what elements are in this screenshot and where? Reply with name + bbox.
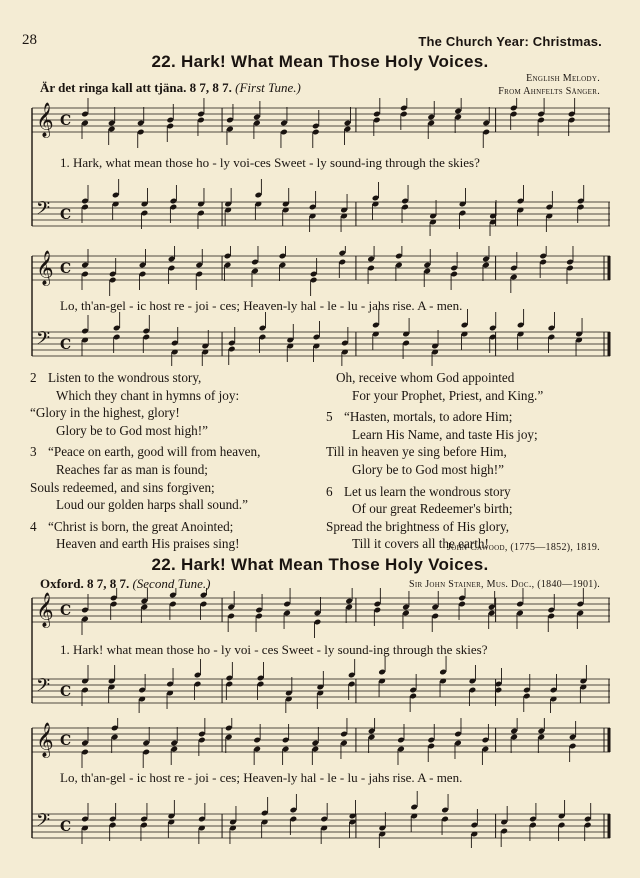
- tune-source-first: [498, 72, 600, 98]
- tune-note: (First Tune.): [235, 80, 301, 95]
- verse-text: Till it covers all the earth!: [352, 536, 489, 552]
- verse-number: 3: [30, 444, 37, 460]
- verse-2-line-1: [26, 369, 326, 387]
- author-credit: John Cawood, (1775—1852), 1819.: [447, 542, 600, 553]
- hymn-title-second-tune: 22. Hark! What Mean Those Holy Voices.: [151, 555, 489, 574]
- verse-text: Listen to the wondrous story,: [48, 370, 202, 385]
- tune-name: Oxford.: [40, 576, 84, 591]
- verse-4-line-2: [26, 535, 326, 553]
- verse-6-line-1: [322, 483, 622, 501]
- verse-number: 4: [30, 518, 37, 534]
- lyric-line-4: Lo, th'an-gel - ic host re - joi - ces; Heaven-ly hal - le - lu - jahs rise. A - men.: [60, 770, 463, 785]
- meter: 8 7, 8 7.: [86, 576, 130, 591]
- verse-2-line-2: [26, 387, 326, 405]
- svg-text:𝄢: 𝄢: [36, 810, 51, 836]
- verse-text: “Peace on earth, good will from heaven,: [48, 444, 261, 460]
- verse-number: 6: [326, 483, 333, 499]
- verse-5-line-2: [322, 426, 622, 444]
- verse-text: Loud our golden harps shall sound.”: [56, 497, 248, 513]
- svg-text:𝄞: 𝄞: [36, 722, 54, 758]
- verse-3-line-4: [26, 496, 326, 514]
- tune-info-first: [40, 80, 301, 96]
- verse-2-line-4: [26, 422, 326, 440]
- tune-note: (Second Tune.): [132, 576, 211, 591]
- verse-text: Of our great Redeemer's birth;: [352, 501, 513, 517]
- lyric-line-3: 1. Hark! what mean those ho - ly voi - ces Sweet - ly sound-ing through the skies?: [60, 642, 488, 657]
- verse-text: “Hasten, mortals, to adore Him;: [344, 409, 513, 425]
- verse-text: Let us learn the wondrous story: [344, 483, 511, 499]
- verse-text: Till in heaven ye sing before Him,: [326, 444, 507, 460]
- verse-6-line-2: [322, 500, 622, 518]
- running-title: The Church Year: Christmas.: [418, 34, 602, 49]
- svg-text:𝄞: 𝄞: [36, 592, 54, 628]
- verse-3-line-1: [26, 443, 326, 461]
- svg-text:C: C: [60, 206, 72, 223]
- hymn-title-first-tune: 22. Hark! What Mean Those Holy Voices.: [151, 52, 489, 71]
- verse-text: Learn His Name, and taste His joy;: [352, 426, 538, 442]
- verse-2-line-3: [26, 404, 326, 422]
- verses-left-column: [26, 369, 326, 557]
- svg-text:𝄞: 𝄞: [36, 102, 54, 138]
- svg-text:𝄢: 𝄢: [36, 198, 51, 224]
- svg-text:C: C: [60, 602, 72, 619]
- composer-credit: Sir John Stainer, Mus. Doc., (1840—1901).: [408, 579, 600, 590]
- svg-text:C: C: [60, 683, 72, 700]
- verse-4-cont-line-1: [322, 369, 622, 387]
- svg-text:C: C: [60, 112, 72, 129]
- verse-3-line-3: [26, 479, 326, 497]
- verse-text: Heaven and earth His praises sing!: [56, 536, 240, 552]
- verses-right-column: [322, 369, 622, 557]
- verse-5-line-3: [322, 443, 622, 461]
- verse-6-line-3: [322, 518, 622, 536]
- source-line-1: English Melody.: [526, 73, 600, 84]
- verse-3-line-2: [26, 461, 326, 479]
- svg-text:𝄢: 𝄢: [36, 328, 51, 354]
- svg-text:𝄢: 𝄢: [36, 675, 51, 701]
- source-line-2: From Ahnfelts Sånger.: [498, 86, 600, 97]
- verse-text: For your Prophet, Priest, and King.”: [352, 387, 544, 403]
- lyric-line-2: Lo, th'an-gel - ic host re - joi - ces; Heaven-ly hal - le - lu - jahs rise. A - men.: [60, 298, 463, 313]
- verse-4-cont-line-2: [322, 387, 622, 405]
- verse-text: “Christ is born, the great Anointed;: [48, 518, 234, 534]
- svg-text:C: C: [60, 732, 72, 749]
- svg-text:C: C: [60, 336, 72, 353]
- meter: 8 7, 8 7.: [189, 80, 232, 95]
- svg-text:C: C: [60, 260, 72, 277]
- verse-text: Reaches far as man is found;: [56, 461, 208, 477]
- verse-text: Glory be to God most high!”: [352, 461, 505, 477]
- verse-text: Glory be to God most high!”: [56, 422, 209, 438]
- tune-name: Är det ringa kall att tjäna.: [40, 80, 187, 95]
- page-number: 28: [22, 32, 37, 48]
- svg-text:C: C: [60, 818, 72, 835]
- verse-text: Souls redeemed, and sins forgiven;: [30, 479, 215, 495]
- verse-5-line-1: [322, 408, 622, 426]
- verse-text: “Glory in the highest, glory!: [30, 405, 180, 421]
- svg-text:𝄞: 𝄞: [36, 250, 54, 286]
- verse-text: Spread the brightness of His glory,: [326, 518, 510, 534]
- verse-5-line-4: [322, 461, 622, 479]
- verse-number: 5: [326, 409, 333, 425]
- verse-number: 2: [30, 370, 37, 385]
- verse-text: Which they chant in hymns of joy:: [56, 387, 240, 403]
- lyric-line-1: 1. Hark, what mean those ho - ly voi-ces Sweet - ly sound-ing through the skies?: [60, 155, 480, 170]
- verse-4-line-1: [26, 518, 326, 536]
- verse-text: Oh, receive whom God appointed: [336, 370, 515, 385]
